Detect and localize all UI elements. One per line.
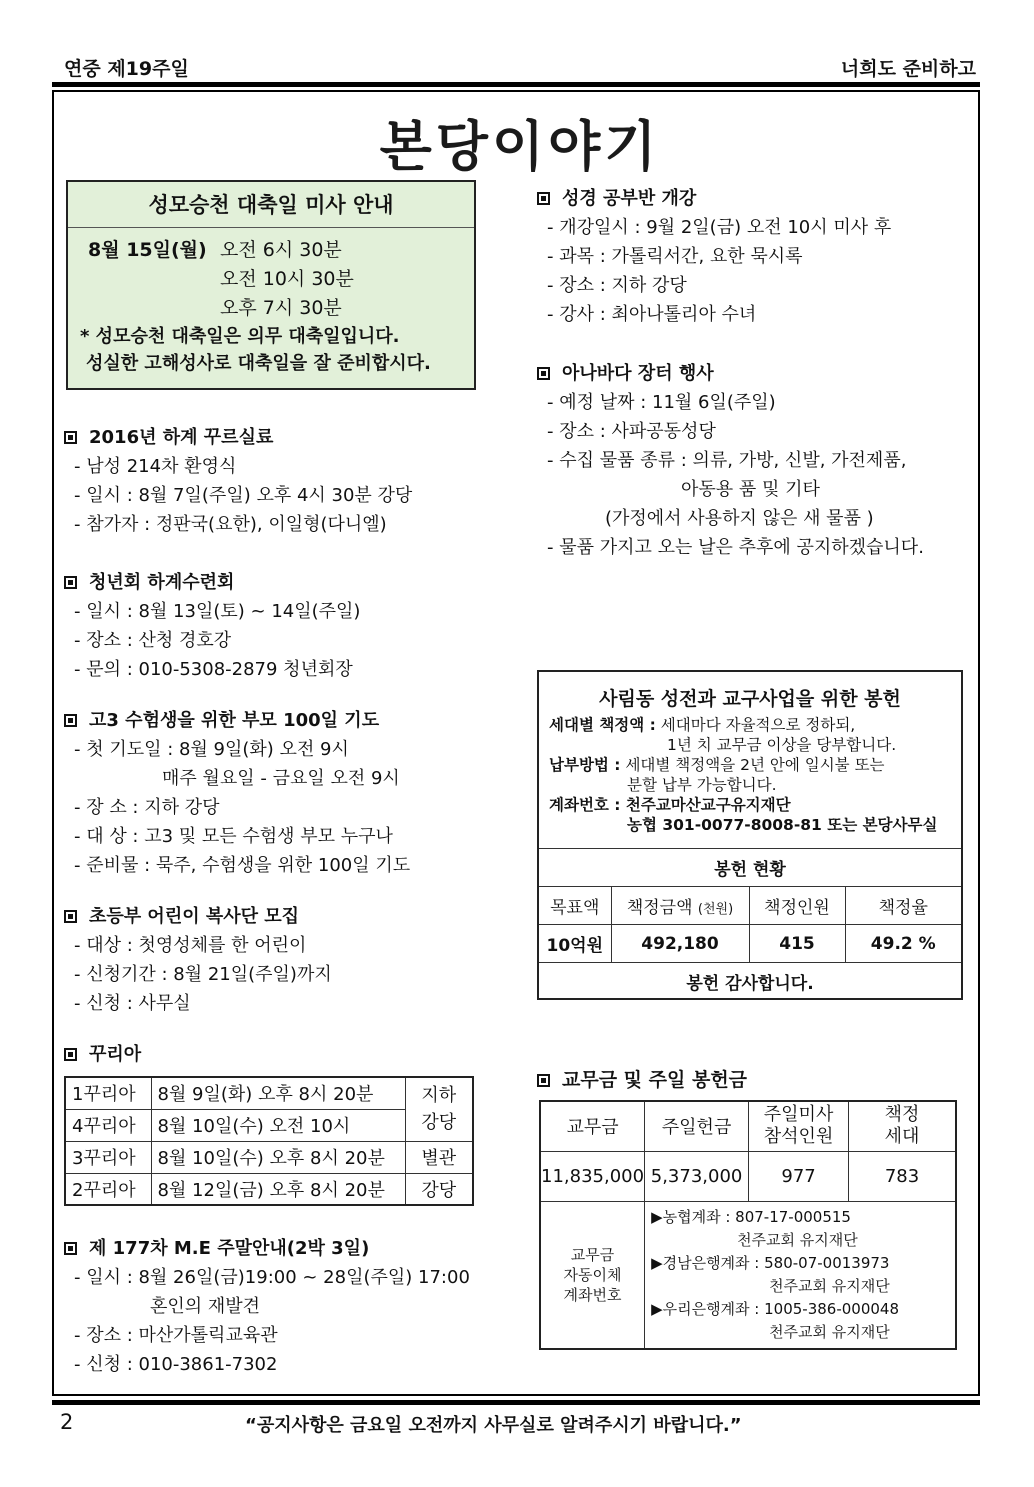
section-kuria [64,1040,141,1069]
mass-time: 오전 10시 30분 [220,268,354,290]
column-header: 주일헌금 [645,1101,749,1151]
donation-text: 분할 납부 가능합니다. [627,776,777,794]
column-header: 목표액 [539,887,611,925]
mass-date: 8월 15일(월) [88,239,207,261]
account-line: 천주교회 유지재단 [737,1230,858,1249]
column-header: 주일미사 참석인원 [749,1101,849,1151]
account-line: ▶우리은행계좌 : 1005-386-000048 [651,1299,900,1318]
table-row [539,887,961,925]
table-row [539,925,961,963]
donation-label: 세대별 책정액 : [549,716,656,734]
kuria-time: 8월 12일(금) 오후 8시 20분 [151,1173,405,1205]
table-row [540,1151,956,1201]
table-row [540,1201,956,1349]
footer-note: “공지사항은 금요일 오전까지 사무실로 알려주시기 바랍니다.” [245,1415,742,1436]
section-cursillo [64,423,412,539]
kuria-time: 8월 10일(수) 오전 10시 [151,1109,405,1141]
donation-account: 계좌번호 : 천주교마산교구유지재단 [549,796,791,814]
list-item: - 참가자 : 정판국(요한), 이일형(다니엘) [74,514,387,535]
list-item: - 대 상 : 고3 및 모든 수험생 부모 누구나 [74,826,393,847]
table-row [65,1141,473,1173]
donation-account: 농협 301-0077-8008-81 또는 본당사무실 [627,816,938,834]
section-title: 제 177차 M.E 주말안내(2박 3일) [89,1238,370,1259]
section-finance [537,1066,747,1095]
account-line: ▶농협계좌 : 807-17-000515 [651,1207,851,1226]
table-cell: 10억원 [539,925,611,963]
donation-status-title: 봉헌 현황 [539,849,961,887]
mass-note: 성실한 고해성사로 대축일을 잘 준비합시다. [86,353,431,374]
list-item: - 개강일시 : 9월 2일(금) 오전 10시 미사 후 [547,217,892,238]
section-youth [64,568,360,684]
table-cell: 977 [749,1151,849,1201]
mass-note: * 성모승천 대축일은 의무 대축일입니다. [80,326,400,347]
list-item: - 장소 : 마산가톨릭교육관 [74,1325,278,1346]
table-cell: 783 [849,1151,956,1201]
square-bullet-icon [537,367,550,380]
kuria-name: 2꾸리아 [65,1173,151,1205]
donation-heading: 사림동 성전과 교구사업을 위한 봉헌 [599,688,901,710]
mass-heading: 성모승천 대축일 미사 안내 [68,182,474,228]
column-header: 책정 세대 [849,1101,956,1151]
section-title: 성경 공부반 개강 [562,188,697,209]
kuria-name: 3꾸리아 [65,1141,151,1173]
square-bullet-icon [537,1074,550,1087]
table-cell: 5,373,000 [645,1151,749,1201]
list-item: 아동용 품 및 기타 [681,479,820,500]
section-prayer [64,706,410,880]
list-item: - 장 소 : 지하 강당 [74,797,220,818]
list-item: - 과목 : 가톨릭서간, 요한 묵시록 [547,246,803,267]
mass-time: 오전 6시 30분 [220,239,342,261]
page-number: 2 [60,1410,74,1434]
list-item: - 신청 : 사무실 [74,993,191,1014]
list-item: - 문의 : 010-5308-2879 청년회장 [74,659,353,680]
donation-text: 세대마다 자율적으로 정하되, [660,716,856,734]
section-title: 2016년 하계 꾸르실료 [89,427,274,448]
finance-table [539,1100,957,1350]
donation-box [537,670,963,1000]
account-line: 천주교회 유지재단 [769,1322,890,1341]
account-line: 천주교회 유지재단 [769,1276,890,1295]
table-cell: 11,835,000 [540,1151,645,1201]
kuria-table [64,1076,474,1206]
list-item: - 장소 : 사파공동성당 [547,421,716,442]
column-unit: (천원) [697,902,734,917]
column-header: 교무금 [540,1101,645,1151]
kuria-time: 8월 10일(수) 오후 8시 20분 [151,1141,405,1173]
page-title: 본당이야기 [379,115,661,178]
list-item: - 장소 : 산청 경호강 [74,630,232,651]
table-cell: 415 [749,925,845,963]
header-right: 너희도 준비하고 [840,58,976,80]
section-title: 청년회 하계수련회 [89,572,235,593]
kuria-place: 별관 [405,1141,473,1173]
top-rule [52,82,980,87]
list-item: 매주 월요일 - 금요일 오전 9시 [162,768,400,789]
kuria-place: 강당 [405,1173,473,1205]
section-title: 꾸리아 [89,1044,142,1065]
table-cell: 49.2 % [845,925,961,963]
section-title: 아나바다 장터 행사 [562,363,714,384]
list-item: - 준비물 : 묵주, 수험생을 위한 100일 기도 [74,855,411,876]
list-item: - 장소 : 지하 강당 [547,275,687,296]
account-list [645,1201,956,1349]
donation-thanks: 봉헌 감사합니다. [539,963,961,1001]
kuria-name: 4꾸리아 [65,1109,151,1141]
list-item: 혼인의 재발견 [150,1296,261,1317]
donation-text: 1년 치 교무금 이상을 당부합니다. [667,736,897,754]
donation-status-table [539,848,961,1001]
square-bullet-icon [64,1048,77,1061]
kuria-place: 지하 강당 [405,1077,473,1141]
list-item: - 첫 기도일 : 8월 9일(화) 오전 9시 [74,739,349,760]
section-title: 고3 수험생을 위한 부모 100일 기도 [89,710,380,731]
donation-text: 세대별 책정액을 2년 안에 일시불 또는 [625,756,885,774]
header-left: 연중 제19주일 [64,58,189,80]
account-line: ▶경남은행계좌 : 580-07-0013973 [651,1253,890,1272]
list-item: - 일시 : 8월 7일(주일) 오후 4시 30분 강당 [74,485,413,506]
section-title: 초등부 어린이 복사단 모집 [89,906,300,927]
table-cell: 492,180 [611,925,749,963]
square-bullet-icon [64,910,77,923]
mass-time: 오후 7시 30분 [220,297,342,319]
column-header: 책정율 [845,887,961,925]
square-bullet-icon [64,714,77,727]
section-market [537,359,924,562]
account-label: 교무금 자동이체 계좌번호 [540,1201,645,1349]
section-me [64,1234,470,1379]
list-item: - 예정 날짜 : 11월 6일(주일) [547,392,776,413]
square-bullet-icon [537,192,550,205]
column-header: 책정금액 [626,898,693,918]
list-item: - 남성 214차 환영식 [74,456,237,477]
square-bullet-icon [64,576,77,589]
section-title: 교무금 및 주일 봉헌금 [562,1069,748,1091]
kuria-name: 1꾸리아 [65,1077,151,1109]
square-bullet-icon [64,431,77,444]
list-item: (가정에서 사용하지 않은 새 물품 ) [605,508,874,529]
list-item: - 신청 : 010-3861-7302 [74,1354,278,1375]
table-row [540,1101,956,1151]
list-item: - 일시 : 8월 13일(토) ~ 14일(주일) [74,601,361,622]
list-item: - 신청기간 : 8월 21일(주일)까지 [74,964,332,985]
list-item: - 대상 : 첫영성체를 한 어린이 [74,935,307,956]
table-row [65,1173,473,1205]
list-item: - 물품 가지고 오는 날은 추후에 공지하겠습니다. [547,537,924,558]
list-item: - 수집 물품 종류 : 의류, 가방, 신발, 가전제품, [547,450,907,471]
bottom-rule [52,1400,980,1405]
square-bullet-icon [64,1242,77,1255]
table-row [65,1077,473,1109]
list-item: - 강사 : 최아나톨리아 수녀 [547,304,757,325]
column-header: 책정인원 [749,887,845,925]
list-item: - 일시 : 8월 26일(금)19:00 ~ 28일(주일) 17:00 [74,1267,470,1288]
kuria-time: 8월 9일(화) 오후 8시 20분 [151,1077,405,1109]
mass-notice-box [66,180,476,390]
section-altar-servers [64,902,332,1018]
section-bible [537,184,891,329]
donation-label: 납부방법 : [549,756,621,774]
